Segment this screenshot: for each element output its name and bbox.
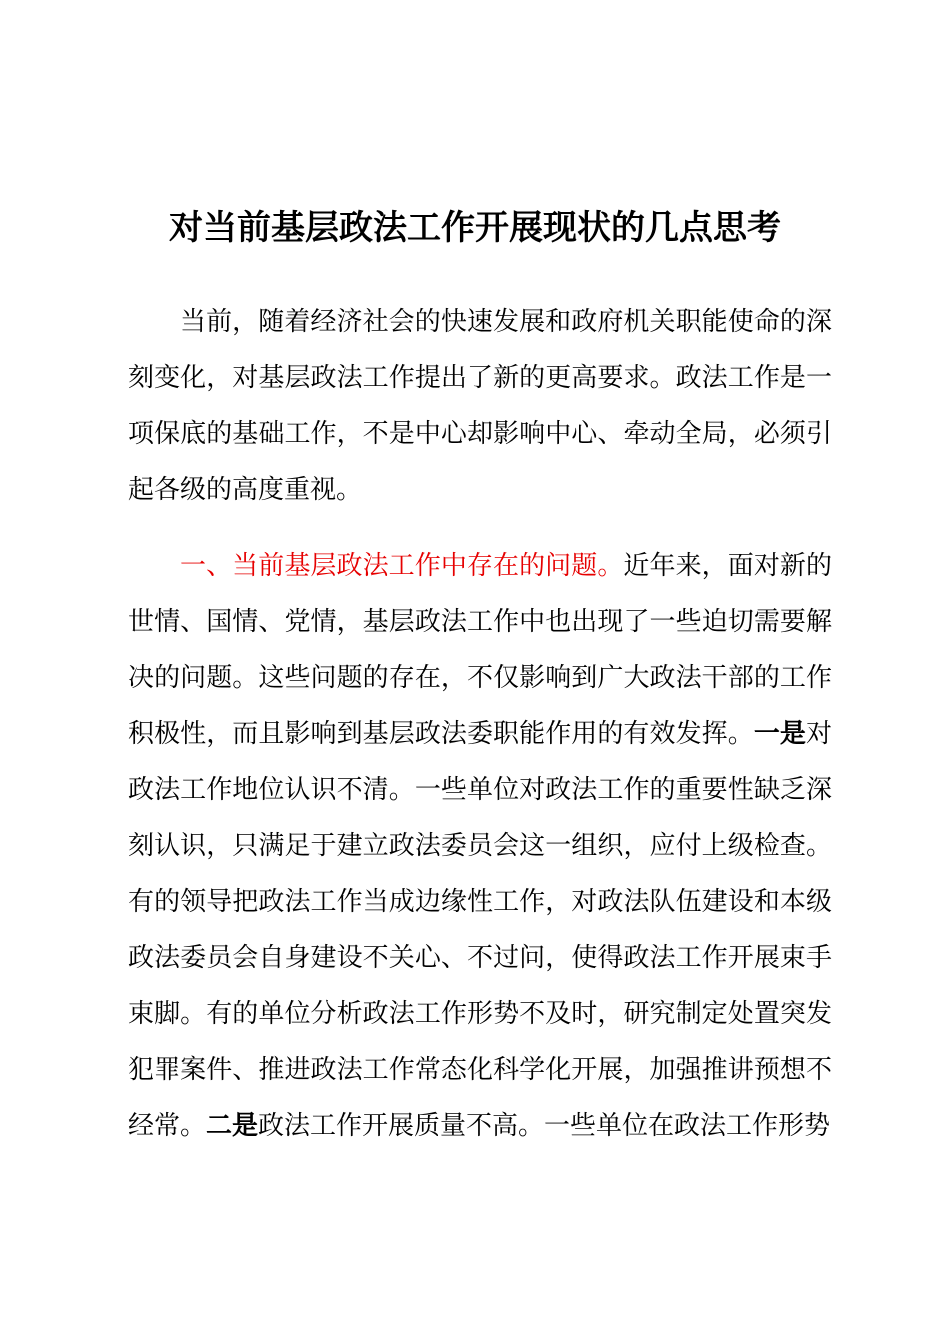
section-text-a: 近年来，面对新的世情、国情、党情，基层政法工作中也出现了一些迫切需要解决的问题。这些问题的存在，不仅影响到广大政法干部的工作积极性，而且影响到基层政法委职能作用的有效发挥。 [128, 551, 832, 749]
intro-paragraph: 当前，随着经济社会的快速发展和政府机关职能使命的深刻变化，对基层政法工作提出了新的更高要求。政法工作是一项保底的基础工作，不是中心却影响中心、牵动全局，必须引起各级的高度重视。 [128, 307, 832, 505]
point-two-lead: 二是 [206, 1111, 259, 1141]
section-text-c: 政法工作开展质量不高。一些单位在政法工作形势 [258, 1111, 831, 1141]
point-one-lead: 一是 [753, 719, 806, 749]
document-title: 对当前基层政法工作开展现状的几点思考 [169, 208, 781, 248]
section-one-paragraph [128, 538, 832, 1154]
section-heading: 一、当前基层政法工作中存在的问题。 [180, 551, 624, 581]
section-text-b: 对政法工作地位认识不清。一些单位对政法工作的重要性缺乏深刻认识，只满足于建立政法委员会这一组织，应付上级检查。有的领导把政法工作当成边缘性工作，对政法队伍建设和本级政法委员会自身建设不关心、不过问，使得政法工作开展束手束脚。有的单位分析政法工作形势不及时，研究制定处置突发犯罪案件、推进政法工作常态化科学化开展，加强推讲预想不经常。 [128, 719, 832, 1141]
